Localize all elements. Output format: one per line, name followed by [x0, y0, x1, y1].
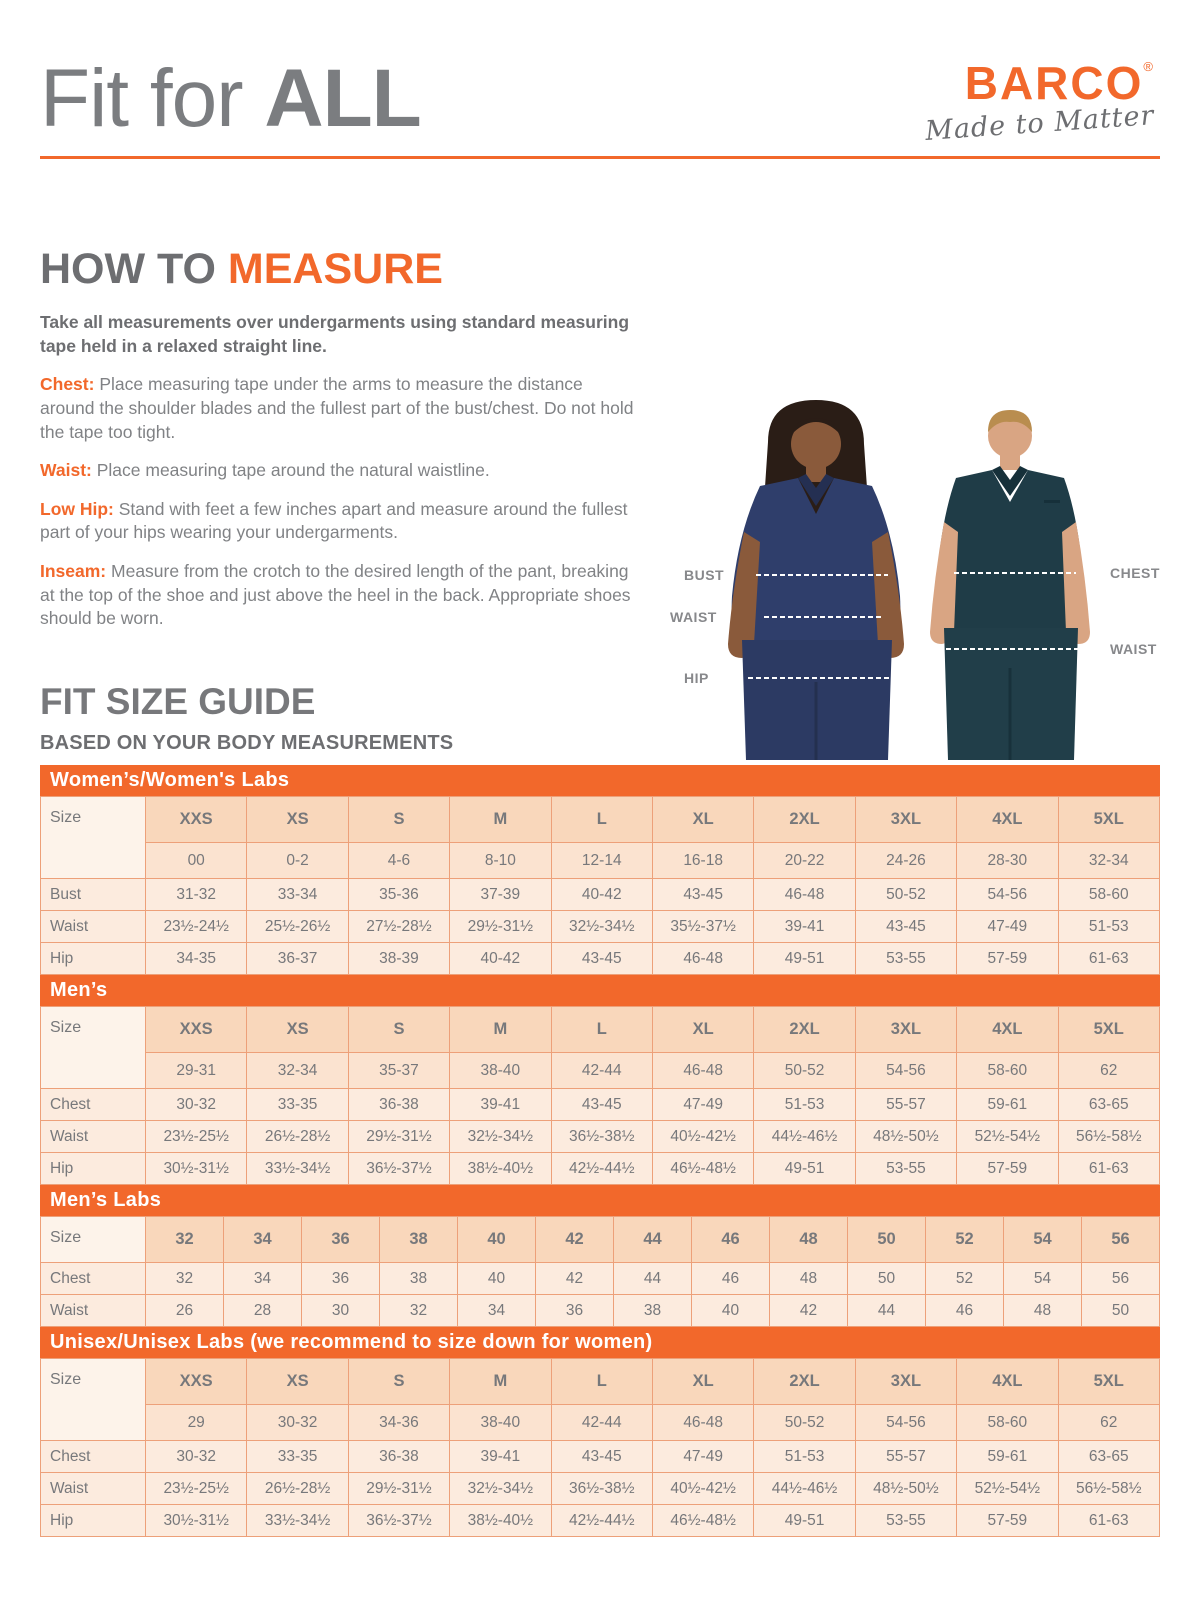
size-col-header: XL	[652, 1007, 753, 1053]
measure-item-chest	[40, 373, 635, 444]
measure-row-label: Chest	[41, 1441, 146, 1473]
measure-value-cell: 36	[302, 1263, 380, 1295]
size-col-header: 4XL	[957, 797, 1058, 843]
fit-size-guide-heading: FIT SIZE GUIDE	[40, 681, 316, 722]
measure-value-cell: 23½-24½	[146, 911, 247, 943]
size-col-header: 32	[146, 1217, 224, 1263]
models-photo	[648, 382, 1200, 760]
measure-value-cell: 55-57	[855, 1089, 956, 1121]
measure-value-cell: 33-35	[247, 1441, 348, 1473]
measure-value-cell: 47-49	[652, 1089, 753, 1121]
table-title-band: Men’s	[40, 975, 1160, 1006]
measure-value-cell: 26½-28½	[247, 1473, 348, 1505]
numeric-size-cell: 24-26	[855, 843, 956, 879]
numeric-size-cell: 38-40	[450, 1405, 551, 1441]
measure-value-cell: 57-59	[957, 943, 1058, 975]
size-col-header: M	[450, 1359, 551, 1405]
brand-block	[924, 57, 1156, 147]
measure-value-cell: 36½-37½	[348, 1505, 449, 1537]
measure-value-cell: 63-65	[1058, 1089, 1159, 1121]
measure-value-cell: 38	[614, 1295, 692, 1327]
size-col-header: 50	[848, 1217, 926, 1263]
size-table	[40, 1216, 1160, 1327]
size-corner-cell: Size	[41, 1007, 146, 1089]
size-header-row	[41, 1007, 1160, 1053]
heading-orange-part: MEASURE	[227, 245, 443, 293]
measure-value-cell: 46	[692, 1263, 770, 1295]
numeric-size-cell: 30-32	[247, 1405, 348, 1441]
measure-value-cell: 47-49	[652, 1441, 753, 1473]
measure-value-cell: 48	[770, 1263, 848, 1295]
size-col-header: M	[450, 797, 551, 843]
size-col-header: 52	[926, 1217, 1004, 1263]
measure-value-cell: 36-38	[348, 1441, 449, 1473]
numeric-size-cell: 38-40	[450, 1053, 551, 1089]
size-col-header: XS	[247, 1359, 348, 1405]
measure-row-hip	[41, 1153, 1160, 1185]
measure-item-text: Stand with feet a few inches apart and measure around the fullest part of your hips wearing your undergarments.	[40, 498, 628, 543]
measure-value-cell: 50	[848, 1263, 926, 1295]
measure-item-low-hip	[40, 498, 635, 545]
measure-value-cell: 54	[1004, 1263, 1082, 1295]
size-col-header: 54	[1004, 1217, 1082, 1263]
numeric-size-cell: 46-48	[652, 1053, 753, 1089]
size-col-header: XS	[247, 1007, 348, 1053]
numeric-size-cell: 62	[1058, 1053, 1159, 1089]
measure-value-cell: 40	[458, 1263, 536, 1295]
numeric-size-cell: 16-18	[652, 843, 753, 879]
measure-value-cell: 40	[692, 1295, 770, 1327]
measure-item-label: Inseam:	[40, 561, 107, 581]
size-table	[40, 796, 1160, 975]
measure-value-cell: 35-36	[348, 879, 449, 911]
size-col-header: 4XL	[957, 1359, 1058, 1405]
measure-value-cell: 44	[614, 1263, 692, 1295]
measure-value-cell: 48½-50½	[855, 1473, 956, 1505]
measure-value-cell: 40-42	[551, 879, 652, 911]
measure-value-cell: 37-39	[450, 879, 551, 911]
size-col-header: L	[551, 1007, 652, 1053]
measure-value-cell: 51-53	[754, 1441, 855, 1473]
measure-intro: Take all measurements over undergarments using standard measuring tape held in a relaxed straight line.	[40, 312, 630, 356]
measure-value-cell: 30	[302, 1295, 380, 1327]
measure-value-cell: 59-61	[957, 1441, 1058, 1473]
measure-value-cell: 56½-58½	[1058, 1121, 1159, 1153]
size-col-header: XXS	[146, 1359, 247, 1405]
measure-value-cell: 32½-34½	[450, 1121, 551, 1153]
size-col-header: 46	[692, 1217, 770, 1263]
measure-value-cell: 48½-50½	[855, 1121, 956, 1153]
measure-value-cell: 61-63	[1058, 943, 1159, 975]
measure-value-cell: 51-53	[754, 1089, 855, 1121]
measure-row-bust	[41, 879, 1160, 911]
measure-value-cell: 39-41	[450, 1089, 551, 1121]
measure-value-cell: 23½-25½	[146, 1473, 247, 1505]
measure-value-cell: 57-59	[957, 1505, 1058, 1537]
size-col-header: XS	[247, 797, 348, 843]
measure-item-text: Measure from the crotch to the desired length of the pant, breaking at the top of the shoe and just above the heel in the back. Appropriate shoes should be worn.	[40, 561, 631, 629]
measure-row-chest	[41, 1441, 1160, 1473]
size-col-header: 2XL	[754, 797, 855, 843]
title-divider	[40, 156, 1160, 159]
measure-value-cell: 30-32	[146, 1441, 247, 1473]
size-table	[40, 1358, 1160, 1537]
size-col-header: S	[348, 1359, 449, 1405]
measure-row-waist	[41, 1121, 1160, 1153]
size-table-mens	[40, 975, 1160, 1185]
size-col-header: 5XL	[1058, 1007, 1159, 1053]
measure-row-hip	[41, 1505, 1160, 1537]
measure-value-cell: 29½-31½	[450, 911, 551, 943]
numeric-size-cell: 4-6	[348, 843, 449, 879]
size-corner-cell: Size	[41, 797, 146, 879]
measure-value-cell: 33-34	[247, 879, 348, 911]
heading-gray-part: HOW TO	[40, 245, 228, 293]
fit-size-guide-subheading: BASED ON YOUR BODY MEASUREMENTS	[40, 732, 454, 754]
size-table-mens-labs	[40, 1185, 1160, 1327]
measure-value-cell: 36½-38½	[551, 1473, 652, 1505]
male-model	[930, 410, 1090, 760]
measure-value-cell: 30-32	[146, 1089, 247, 1121]
measure-value-cell: 39-41	[450, 1441, 551, 1473]
size-col-header: L	[551, 1359, 652, 1405]
brand-logo	[925, 57, 1155, 109]
measure-value-cell: 38-39	[348, 943, 449, 975]
size-col-header: XL	[652, 1359, 753, 1405]
size-col-header: 48	[770, 1217, 848, 1263]
female-model	[728, 400, 904, 760]
numeric-size-cell: 28-30	[957, 843, 1058, 879]
size-col-header: XL	[652, 797, 753, 843]
measure-value-cell: 33½-34½	[247, 1153, 348, 1185]
measure-row-label: Waist	[41, 1295, 146, 1327]
brand-logo-text: BARCO	[964, 57, 1144, 109]
measure-row-label: Hip	[41, 1505, 146, 1537]
measure-value-cell: 61-63	[1058, 1505, 1159, 1537]
measure-value-cell: 34	[224, 1263, 302, 1295]
numeric-size-cell: 58-60	[957, 1405, 1058, 1441]
how-to-measure-heading	[40, 245, 635, 293]
female-waist-label: WAIST	[670, 609, 717, 625]
measure-value-cell: 36-38	[348, 1089, 449, 1121]
numeric-size-cell: 32-34	[1058, 843, 1159, 879]
measure-row-chest	[41, 1263, 1160, 1295]
size-tables	[40, 765, 1160, 1537]
measure-value-cell: 50	[1082, 1295, 1160, 1327]
numeric-size-cell: 62	[1058, 1405, 1159, 1441]
measure-value-cell: 32	[380, 1295, 458, 1327]
size-col-header: 4XL	[957, 1007, 1058, 1053]
numeric-size-cell: 20-22	[754, 843, 855, 879]
measure-value-cell: 48	[1004, 1295, 1082, 1327]
measure-value-cell: 52½-54½	[957, 1121, 1058, 1153]
size-col-header: 3XL	[855, 797, 956, 843]
measure-value-cell: 27½-28½	[348, 911, 449, 943]
measure-value-cell: 49-51	[754, 943, 855, 975]
measure-value-cell: 30½-31½	[146, 1153, 247, 1185]
size-header-row	[41, 1217, 1160, 1263]
measure-value-cell: 35½-37½	[652, 911, 753, 943]
numeric-size-cell: 54-56	[855, 1053, 956, 1089]
measure-value-cell: 42½-44½	[551, 1505, 652, 1537]
measure-row-label: Hip	[41, 1153, 146, 1185]
size-col-header: 2XL	[754, 1007, 855, 1053]
numeric-size-cell: 34-36	[348, 1405, 449, 1441]
numeric-size-row	[41, 843, 1160, 879]
brand-tagline: Made to Matter	[924, 100, 1156, 147]
measure-row-label: Waist	[41, 911, 146, 943]
measure-item-label: Low Hip:	[40, 498, 114, 519]
numeric-size-row	[41, 1053, 1160, 1089]
measure-value-cell: 26	[146, 1295, 224, 1327]
numeric-size-cell: 54-56	[855, 1405, 956, 1441]
measure-value-cell: 29½-31½	[348, 1473, 449, 1505]
measure-value-cell: 39-41	[754, 911, 855, 943]
size-table-unisex	[40, 1327, 1160, 1537]
size-col-header: 34	[224, 1217, 302, 1263]
numeric-size-cell: 29	[146, 1405, 247, 1441]
measure-value-cell: 52½-54½	[957, 1473, 1058, 1505]
measure-value-cell: 29½-31½	[348, 1121, 449, 1153]
models-illustration	[648, 382, 1200, 760]
numeric-size-cell: 8-10	[450, 843, 551, 879]
table-title-band: Men’s Labs	[40, 1185, 1160, 1216]
size-col-header: 5XL	[1058, 797, 1159, 843]
measure-value-cell: 25½-26½	[247, 911, 348, 943]
measure-value-cell: 61-63	[1058, 1153, 1159, 1185]
measure-value-cell: 49-51	[754, 1505, 855, 1537]
measure-row-waist	[41, 1295, 1160, 1327]
measure-value-cell: 63-65	[1058, 1441, 1159, 1473]
measure-row-label: Bust	[41, 879, 146, 911]
measure-item-text: Place measuring tape around the natural waistline.	[96, 460, 490, 481]
measure-value-cell: 38	[380, 1263, 458, 1295]
size-col-header: 38	[380, 1217, 458, 1263]
measure-value-cell: 44½-46½	[754, 1473, 855, 1505]
measure-value-cell: 55-57	[855, 1441, 956, 1473]
measure-value-cell: 28	[224, 1295, 302, 1327]
table-title-band: Women’s/Women's Labs	[40, 765, 1160, 796]
size-table-womens	[40, 765, 1160, 975]
page-title-bold: ALL	[264, 53, 421, 144]
measure-value-cell: 57-59	[957, 1153, 1058, 1185]
male-waist-label: WAIST	[1110, 641, 1157, 657]
measure-item-label: Chest:	[40, 374, 95, 395]
size-col-header: 3XL	[855, 1007, 956, 1053]
numeric-size-cell: 42-44	[551, 1405, 652, 1441]
measure-row-label: Chest	[41, 1263, 146, 1295]
measure-value-cell: 34-35	[146, 943, 247, 975]
measure-value-cell: 58-60	[1058, 879, 1159, 911]
measure-value-cell: 46½-48½	[652, 1153, 753, 1185]
size-col-header: 42	[536, 1217, 614, 1263]
measure-value-cell: 26½-28½	[247, 1121, 348, 1153]
measure-value-cell: 59-61	[957, 1089, 1058, 1121]
measure-value-cell: 38½-40½	[450, 1153, 551, 1185]
measure-value-cell: 32	[146, 1263, 224, 1295]
measure-row-label: Hip	[41, 943, 146, 975]
measure-value-cell: 46	[926, 1295, 1004, 1327]
measure-row-label: Chest	[41, 1089, 146, 1121]
measure-value-cell: 36	[536, 1295, 614, 1327]
measure-value-cell: 43-45	[551, 1441, 652, 1473]
measure-value-cell: 46½-48½	[652, 1505, 753, 1537]
size-col-header: L	[551, 797, 652, 843]
measure-value-cell: 43-45	[652, 879, 753, 911]
size-table	[40, 1006, 1160, 1185]
numeric-size-cell: 46-48	[652, 1405, 753, 1441]
measure-row-hip	[41, 943, 1160, 975]
size-col-header: 40	[458, 1217, 536, 1263]
measure-value-cell: 34	[458, 1295, 536, 1327]
measure-value-cell: 54-56	[957, 879, 1058, 911]
numeric-size-cell: 00	[146, 843, 247, 879]
size-col-header: 36	[302, 1217, 380, 1263]
size-col-header: S	[348, 1007, 449, 1053]
measure-value-cell: 33½-34½	[247, 1505, 348, 1537]
numeric-size-cell: 0-2	[247, 843, 348, 879]
numeric-size-cell: 32-34	[247, 1053, 348, 1089]
measure-value-cell: 46-48	[652, 943, 753, 975]
size-col-header: M	[450, 1007, 551, 1053]
measure-value-cell: 43-45	[855, 911, 956, 943]
measure-item-waist	[40, 459, 635, 483]
measure-value-cell: 42	[770, 1295, 848, 1327]
measure-value-cell: 36½-38½	[551, 1121, 652, 1153]
size-col-header: S	[348, 797, 449, 843]
measure-item-label: Waist:	[40, 460, 92, 481]
measure-value-cell: 46-48	[754, 879, 855, 911]
measure-row-label: Waist	[41, 1473, 146, 1505]
measure-value-cell: 43-45	[551, 943, 652, 975]
measure-value-cell: 51-53	[1058, 911, 1159, 943]
numeric-size-cell: 29-31	[146, 1053, 247, 1089]
size-col-header: 2XL	[754, 1359, 855, 1405]
measure-value-cell: 56	[1082, 1263, 1160, 1295]
measure-value-cell: 40½-42½	[652, 1121, 753, 1153]
measure-value-cell: 53-55	[855, 1505, 956, 1537]
registered-mark-icon: ®	[1143, 59, 1155, 74]
measure-item-text: Place measuring tape under the arms to measure the distance around the shoulder blades and the fullest part of the bust/chest. Do not hold the tape too tight.	[40, 374, 634, 442]
size-col-header: 5XL	[1058, 1359, 1159, 1405]
size-col-header: 3XL	[855, 1359, 956, 1405]
size-col-header: XXS	[146, 797, 247, 843]
measure-value-cell: 33-35	[247, 1089, 348, 1121]
bust-label: BUST	[684, 567, 725, 583]
chest-label: CHEST	[1110, 565, 1160, 581]
numeric-size-cell: 50-52	[754, 1053, 855, 1089]
measure-value-cell: 44	[848, 1295, 926, 1327]
measure-row-label: Waist	[41, 1121, 146, 1153]
measure-value-cell: 49-51	[754, 1153, 855, 1185]
size-col-header: 44	[614, 1217, 692, 1263]
size-header-row	[41, 1359, 1160, 1405]
size-corner-cell: Size	[41, 1359, 146, 1441]
measure-row-waist	[41, 1473, 1160, 1505]
measure-value-cell: 32½-34½	[450, 1473, 551, 1505]
numeric-size-cell: 50-52	[754, 1405, 855, 1441]
page-title	[40, 53, 421, 144]
measure-row-chest	[41, 1089, 1160, 1121]
measure-value-cell: 52	[926, 1263, 1004, 1295]
measure-value-cell: 40-42	[450, 943, 551, 975]
measure-value-cell: 50-52	[855, 879, 956, 911]
measure-row-waist	[41, 911, 1160, 943]
measure-value-cell: 56½-58½	[1058, 1473, 1159, 1505]
hip-label: HIP	[684, 670, 709, 686]
measure-value-cell: 44½-46½	[754, 1121, 855, 1153]
measure-value-cell: 31-32	[146, 879, 247, 911]
measure-value-cell: 42	[536, 1263, 614, 1295]
numeric-size-row	[41, 1405, 1160, 1441]
numeric-size-cell: 42-44	[551, 1053, 652, 1089]
measure-value-cell: 53-55	[855, 1153, 956, 1185]
measure-value-cell: 53-55	[855, 943, 956, 975]
fit-size-guide-header	[40, 683, 453, 755]
measure-value-cell: 30½-31½	[146, 1505, 247, 1537]
how-to-measure-section	[40, 245, 635, 631]
numeric-size-cell: 12-14	[551, 843, 652, 879]
measure-value-cell: 32½-34½	[551, 911, 652, 943]
measure-value-cell: 36½-37½	[348, 1153, 449, 1185]
page-title-light: Fit for	[40, 53, 265, 144]
size-header-row	[41, 797, 1160, 843]
measure-value-cell: 42½-44½	[551, 1153, 652, 1185]
size-corner-cell: Size	[41, 1217, 146, 1263]
numeric-size-cell: 58-60	[957, 1053, 1058, 1089]
measure-value-cell: 43-45	[551, 1089, 652, 1121]
measure-value-cell: 38½-40½	[450, 1505, 551, 1537]
table-title-band: Unisex/Unisex Labs (we recommend to size down for women)	[40, 1327, 1160, 1358]
measure-item-inseam	[40, 560, 635, 631]
size-col-header: 56	[1082, 1217, 1160, 1263]
measure-value-cell: 36-37	[247, 943, 348, 975]
measure-value-cell: 47-49	[957, 911, 1058, 943]
numeric-size-cell: 35-37	[348, 1053, 449, 1089]
size-col-header: XXS	[146, 1007, 247, 1053]
measure-value-cell: 40½-42½	[652, 1473, 753, 1505]
measure-value-cell: 23½-25½	[146, 1121, 247, 1153]
